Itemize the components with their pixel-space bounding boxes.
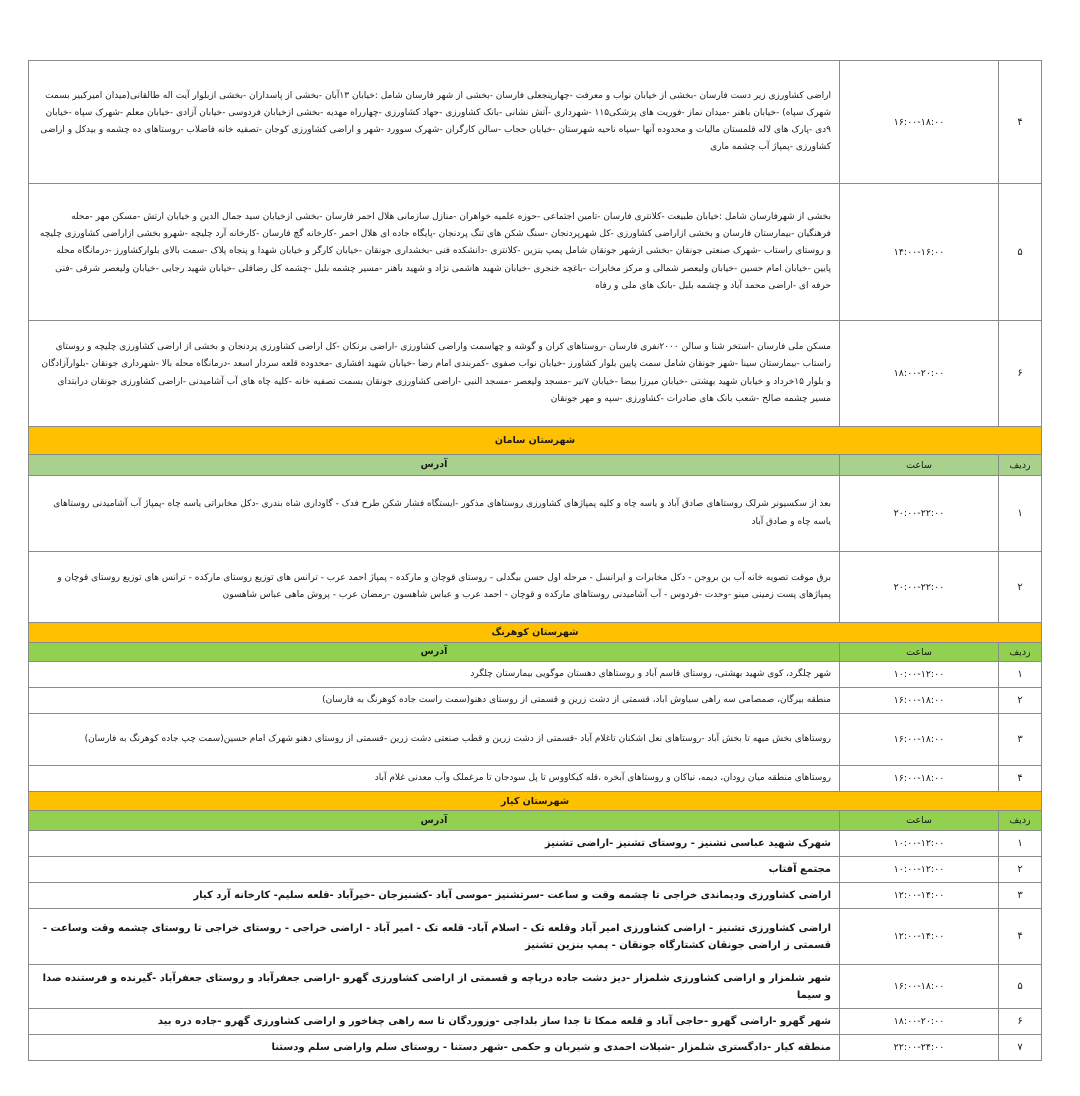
row-number-cell: ۲ — [999, 857, 1042, 883]
table-row — [29, 476, 1042, 552]
time-cell: ۱۰:۰۰-۱۲:۰۰ — [840, 662, 999, 688]
table-row — [29, 1009, 1042, 1035]
county-title-row — [29, 427, 1042, 455]
table-row — [29, 321, 1042, 427]
header-row-number: ردیف — [999, 811, 1042, 831]
header-time: ساعت — [840, 643, 999, 662]
county-title: شهرستان کوهرنگ — [29, 623, 1042, 643]
header-address: آدرس — [29, 643, 840, 662]
header-row — [29, 811, 1042, 831]
address-cell: روستاهای بخش میهه تا بخش آباد -روستاهای نعل اشکنان تاغلام آباد -قسمتی از دشت زرین و قطب صنعتی دشت زرین -قسمتی از روستای دهنو شهرک امام حسین(سمت چپ جاده کوهرنگ به فارسان) — [29, 714, 840, 766]
header-row — [29, 455, 1042, 476]
row-number-cell: ۴ — [999, 909, 1042, 965]
row-number-cell: ۱ — [999, 831, 1042, 857]
row-number-cell: ۳ — [999, 883, 1042, 909]
header-row-number: ردیف — [999, 643, 1042, 662]
county-title: شهرستان کیار — [29, 792, 1042, 811]
table-row — [29, 909, 1042, 965]
table-row — [29, 883, 1042, 909]
time-cell: ۱۲:۰۰-۱۴:۰۰ — [840, 909, 999, 965]
time-cell: ۱۲:۰۰-۱۴:۰۰ — [840, 883, 999, 909]
address-cell: مسکن ملی فارسان -استخر شنا و سالن ۲۰۰۰نفری فارسان -روستاهای کران و گوشه و چهاسمت واراضی کشاورزی -اراضی برنکان -کل اراضی کشاورزی پردنجان و بخشی از اراضی کشاورزی چلیچه و روستای راستاب -بیمارستان سینا -شهر جونقان شامل سمت پایین بلوار کشاورز -خیابان نواب صفوی -کمربندی امام رضا -خیابان شهید افشاری -محدوده قلعه سردار اسعد -درمانگاه محله بالا -شهرداری جونقان -بلوارآزادگان و بلوار ۱۵خرداد و خیابان شهید بهشتی -خیابان میرزا بیضا -خیابان ۷تیر -مسجد ولیعصر -مسجد النبی -اراضی کشاورزی جونقان بسمت تصفیه خانه -کلیه چاه های آب آشامیدنی -اراضی کشاورزی جونقان درابتدای مسیر چشمه صالح -شعب بانک های صادرات -کشاورزی -سپه و مهر جونقان — [29, 321, 840, 427]
table-row — [29, 1035, 1042, 1061]
address-cell: شهر شلمزار و اراضی کشاورزی شلمزار -دیز دشت جاده دریاچه و قسمتی از اراضی کشاورزی گهرو -اراضی جعفرآباد و روستای جعفرآباد -گیرنده و فرستنده صدا و سیما — [29, 965, 840, 1009]
outage-schedule-table — [28, 60, 1042, 1061]
table-row — [29, 184, 1042, 321]
table-row — [29, 61, 1042, 184]
time-cell: ۱۰:۰۰-۱۲:۰۰ — [840, 857, 999, 883]
table-row — [29, 552, 1042, 623]
table-row — [29, 766, 1042, 792]
time-cell: ۲۲:۰۰-۲۴:۰۰ — [840, 1035, 999, 1061]
row-number-cell: ۶ — [999, 1009, 1042, 1035]
row-number-cell: ۴ — [999, 61, 1042, 184]
address-cell: شهر چلگرد، کوی شهید بهشتی، روستای قاسم آباد و روستاهای دهستان موگویی بیمارستان چلگرد — [29, 662, 840, 688]
header-time: ساعت — [840, 811, 999, 831]
row-number-cell: ۶ — [999, 321, 1042, 427]
address-cell: اراضی کشاورزی تشنیز - اراضی کشاورزی امیر آباد وقلعه تک - اسلام آباد- قلعه تک - امیر آباد - اراضی خراجی - روستای خراجی تا روستای چشمه وقت وساعت - قسمتی ز اراضی جونقان کشتارگاه جونقان - پمپ بنزین تشنیز — [29, 909, 840, 965]
time-cell: ۱۶:۰۰-۱۸:۰۰ — [840, 688, 999, 714]
table-row — [29, 857, 1042, 883]
header-row — [29, 643, 1042, 662]
schedule-table-body — [29, 61, 1042, 1061]
time-cell: ۲۰:۰۰-۲۲:۰۰ — [840, 552, 999, 623]
row-number-cell: ۷ — [999, 1035, 1042, 1061]
row-number-cell: ۵ — [999, 184, 1042, 321]
time-cell: ۱۶:۰۰-۱۸:۰۰ — [840, 965, 999, 1009]
time-cell: ۱۶:۰۰-۱۸:۰۰ — [840, 61, 999, 184]
row-number-cell: ۲ — [999, 552, 1042, 623]
row-number-cell: ۴ — [999, 766, 1042, 792]
address-cell: منطقه بیرگان، صمصامی سه راهی سیاوش اباد، قسمتی از دشت زرین و قسمتی از روستای دهنو(سمت راست جاده کوهرنگ به فارسان) — [29, 688, 840, 714]
address-cell: بخشی از شهرفارسان شامل :خیابان طبیعت -کلانتری فارسان -تامین اجتماعی -حوزه علمیه خواهران -منازل سازمانی هلال احمر فارسان -بخشی ازخیابان سید جمال الدین و خیابان ارتش -مسکن مهر -محله فرهنگیان -بیمارستان فارسان و بخشی ازاراضی کشاورزی -کل شهرپردنجان -سنگ شکن های تنگ پردنجان -پایگاه جاده ای هلال احمر -کارخانه گچ فارسان -کارخانه آرد چلیچه -شهرو بخشی ازاراضی کشاورزی چلیچه و روستای راستاب -شهرک صنعتی جونقان -بخشی ازشهر جونقان شامل پمپ بنزین -کلانتری -دانشکده فنی -بخشداری جونقان -خیابان کارگر و خیابان شهدا و پنجاه پلاک -سمت بالای بلوارکشاورز -درمانگاه محله پایین -خیابان امام حسین -خیابان ولیعصر شمالی و مرکز مخابرات -باغچه خنجری -خیابان شهید هاشمی نژاد و شهید باهنر -مسیر چشمه بلبل -چشمه کل رضاقلی -خیابان شهید رجایی -خیابان ولیعصر شرقی -فنی حرفه ای -اراضی محمد آباد و چشمه بلبل -بانک های ملی و رفاه — [29, 184, 840, 321]
address-cell: منطقه کیار -دادگستری شلمزار -شیلات احمدی و شیربان و حکمی -شهر دستنا - روستای سلم واراضی سلم ودستنا — [29, 1035, 840, 1061]
time-cell: ۱۶:۰۰-۱۸:۰۰ — [840, 714, 999, 766]
table-row — [29, 965, 1042, 1009]
time-cell: ۱۸:۰۰-۲۰:۰۰ — [840, 1009, 999, 1035]
outage-schedule-document — [28, 60, 1041, 1061]
time-cell: ۱۸:۰۰-۲۰:۰۰ — [840, 321, 999, 427]
county-title-row — [29, 792, 1042, 811]
time-cell: ۲۰:۰۰-۲۲:۰۰ — [840, 476, 999, 552]
address-cell: شهر گهرو -اراضی گهرو -حاجی آباد و قلعه ممکا تا جدا ساز بلداجی -وزوردگان تا سه راهی چغاخور و اراضی کشاورزی گهرو -جاده دره بید — [29, 1009, 840, 1035]
address-cell: اراضی کشاورزی ودیماندی خراجی تا چشمه وقت و ساعت -سرتشنیز -موسی آباد -کشنیزجان -خیرآباد -قلعه سلیم- کارخانه آرد کیار — [29, 883, 840, 909]
header-time: ساعت — [840, 455, 999, 476]
table-row — [29, 688, 1042, 714]
county-title: شهرستان سامان — [29, 427, 1042, 455]
row-number-cell: ۳ — [999, 714, 1042, 766]
row-number-cell: ۱ — [999, 476, 1042, 552]
row-number-cell: ۵ — [999, 965, 1042, 1009]
table-row — [29, 831, 1042, 857]
address-cell: برق موقت تصویه خانه آب بن بروجن - دکل مخابرات و ایرانسل - مرحله اول حسن بیگدلی - روستای قوچان و مارکده - پمپاژ احمد عرب - ترانس های توزیع روستای مارکده - ترانس های توزیع روستای قوچان و پمپاژهای پست زمینی مینو -وحدت -فردوس - آب آشامیدنی روستاهای مارکده و قوچان - احمد عرب و عباس شاهسون -رمضان عرب - پروش ماهی عباس شاهسون — [29, 552, 840, 623]
row-number-cell: ۱ — [999, 662, 1042, 688]
table-row — [29, 662, 1042, 688]
address-cell: اراضی کشاورزی زیر دست فارسان -بخشی از خیابان نواب و معرفت -چهارپنجعلی فارسان -بخشی از شهر فارسان شامل :خیابان ۱۳آبان -بخشی از پاسداران -بخشی ازبلوار آیت اله طالقانی(میدان امیرکبیر بسمت شهرک سپاه) -خیابان باهنر -میدان نماز -فوریت های پزشکی۱۱۵ -شهرداری -آتش نشانی -بانک کشاورزی -جهاد کشاورزی -چهارراه مهدیه -بخشی ازخیابان فردوسی -خیابان آزادی -خیابان معلم -شهرک سپاه -خیابان ۹دی -پارک های لاله قلمستان مالیات و محدوده آنها -سپاه ناحیه شهرستان -خیابان حجاب -سالن کارگران -شهرک سوورد -شهر و اراضی کشاورزی کوجان -تصفیه خانه فاضلاب -روستاهای ده چشمه و بیدکل و اراضی کشاورزی -پمپاژ آب چشمه ماری — [29, 61, 840, 184]
table-row — [29, 714, 1042, 766]
address-cell: روستاهای منطقه میان رودان، دیمه، نیاکان و روستاهای آبخره ،قله کیکاووس تا پل سودجان تا مرغملک وآب معدنی غلام آباد — [29, 766, 840, 792]
address-cell: مجتمع آفتاب — [29, 857, 840, 883]
header-address: آدرس — [29, 811, 840, 831]
county-title-row — [29, 623, 1042, 643]
row-number-cell: ۲ — [999, 688, 1042, 714]
header-row-number: ردیف — [999, 455, 1042, 476]
address-cell: بعد از سکسیونر شرلک روستاهای صادق آباد و یاسه چاه و کلیه پمپاژهای کشاورزی روستاهای مذکور -ایستگاه فشار شکن طرح فدک - گاوداری شاه بندری -دکل مخابراتی یاسه چاه -پمپاژ آب آشامیدنی روستاهای یاسه چاه و صادق آباد — [29, 476, 840, 552]
time-cell: ۱۴:۰۰-۱۶:۰۰ — [840, 184, 999, 321]
time-cell: ۱۰:۰۰-۱۲:۰۰ — [840, 831, 999, 857]
header-address: آدرس — [29, 455, 840, 476]
time-cell: ۱۶:۰۰-۱۸:۰۰ — [840, 766, 999, 792]
address-cell: شهرک شهید عباسی تشنیز - روستای تشنیز -اراضی تشنیز — [29, 831, 840, 857]
